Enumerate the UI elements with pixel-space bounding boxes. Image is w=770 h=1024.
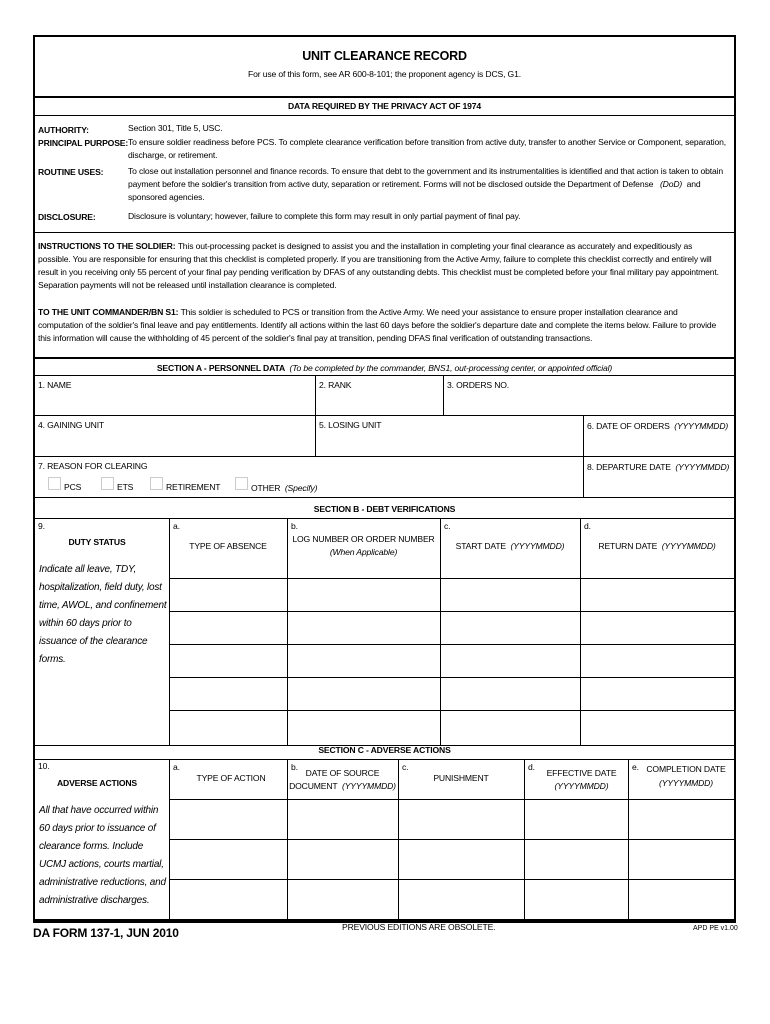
source-date-cell[interactable] <box>289 801 397 838</box>
adverse-actions-note: All that have occurred within 60 days prior to issuance of clearance forms. Include UCMJ actions, courts martial, administrative reductions, and administrative discharges. <box>39 805 166 906</box>
effective-date-cell[interactable] <box>526 881 627 918</box>
duty-status-label: DUTY STATUS <box>68 537 126 547</box>
commander-instructions-line: computation of the soldier's final leave and pay entitlements. Identify all actions within the last 60 days before the soldier's departure date and complete the items below. Failure to provide <box>38 320 717 330</box>
item-number: 9. <box>38 521 45 531</box>
return-date-cell[interactable] <box>582 613 732 643</box>
divider <box>169 677 734 678</box>
return-date-cell[interactable] <box>582 646 732 676</box>
completion-date-cell[interactable] <box>630 841 732 878</box>
losing-unit-field[interactable] <box>317 430 581 456</box>
other-checkbox[interactable] <box>235 477 248 490</box>
absence-type-cell[interactable] <box>171 613 286 643</box>
col-letter: b. <box>291 762 298 772</box>
orders-no-field[interactable] <box>445 389 732 415</box>
type-of-absence-header: TYPE OF ABSENCE <box>189 541 267 551</box>
disclosure-label: DISCLOSURE: <box>38 212 96 222</box>
divider <box>169 839 734 840</box>
col-letter: e. <box>632 762 639 772</box>
unit-clearance-form <box>33 35 736 923</box>
action-type-cell[interactable] <box>171 801 286 838</box>
type-of-action-header: TYPE OF ACTION <box>196 773 266 783</box>
col-letter: a. <box>173 521 180 531</box>
purpose-line: To ensure soldier readiness before PCS. To complete clearance verification before transition from active duty, transfer to another Service or Component, separation, <box>128 137 726 147</box>
obsolete-notice: PREVIOUS EDITIONS ARE OBSOLETE. <box>342 922 496 932</box>
divider <box>35 919 734 921</box>
purpose-line: discharge, or retirement. <box>128 150 218 160</box>
divider <box>443 375 444 415</box>
form-subtitle: For use of this form, see AR 600-8-101; the proponent agency is DCS, G1. <box>248 69 521 79</box>
retirement-checkbox[interactable] <box>150 477 163 490</box>
log-number-note: (When Applicable) <box>329 547 398 557</box>
start-date-cell[interactable] <box>442 679 579 709</box>
soldier-instructions-line: Separation payments will not be released until installation clearance is completed. <box>38 280 337 290</box>
purpose-label: PRINCIPAL PURPOSE: <box>38 138 129 148</box>
section-a-title: SECTION A - PERSONNEL DATA (To be completed by the commander, BNS1, out-processing center, or appointed official) <box>156 363 613 373</box>
divider <box>169 578 734 579</box>
divider <box>35 357 734 359</box>
absence-type-cell[interactable] <box>171 679 286 709</box>
source-date-cell[interactable] <box>289 841 397 878</box>
routine-line: To close out installation personnel and finance records. To ensure that debt to the government and its instrumentalities is identified and that action is taken to obtain <box>128 166 724 176</box>
divider <box>169 879 734 880</box>
divider <box>35 518 734 519</box>
date-of-orders-field[interactable] <box>585 432 732 456</box>
source-document-header: DATE OF SOURCE <box>305 768 380 778</box>
return-date-header: RETURN DATE (YYYYMMDD) <box>598 541 716 551</box>
col-letter: c. <box>444 521 451 531</box>
action-type-cell[interactable] <box>171 881 286 918</box>
authority-label: AUTHORITY: <box>38 125 89 135</box>
return-date-cell[interactable] <box>582 712 732 744</box>
punishment-header: PUNISHMENT <box>433 773 489 783</box>
start-date-cell[interactable] <box>442 613 579 643</box>
duty-status-note: Indicate all leave, TDY, hospitalization, field duty, lost time, AWOL, and confinement within 60 days prior to issuance of the clearance forms. <box>39 564 167 665</box>
start-date-cell[interactable] <box>442 712 579 744</box>
completion-date-cell[interactable] <box>630 801 732 838</box>
disclosure-text: Disclosure is voluntary; however, failure to complete this form may result in only partial payment of final pay. <box>128 211 521 221</box>
completion-date-cell[interactable] <box>630 881 732 918</box>
absence-type-cell[interactable] <box>171 712 286 744</box>
other-specify-field[interactable] <box>320 479 580 495</box>
version-label: APD PE v1.00 <box>693 925 738 932</box>
divider <box>35 115 734 116</box>
losing-unit-label: 5. LOSING UNIT <box>319 420 382 430</box>
orders-no-label: 3. ORDERS NO. <box>447 380 510 390</box>
absence-type-cell[interactable] <box>171 580 286 610</box>
log-number-cell[interactable] <box>289 613 439 643</box>
pcs-label: PCS <box>64 482 82 492</box>
commander-instructions-line: this information will cause the withholding of 45 percent of the soldier's final pay at transition, pending DFAS final verification of outstanding transactions. <box>38 333 593 343</box>
other-label: OTHER (Specify) <box>251 483 318 493</box>
soldier-instructions-line: result in you receiving only 55 percent of your final pay pending verification by DFAS of any outstanding debts. This checklist must be completed before your final military pay appointment. <box>38 267 719 277</box>
col-letter: d. <box>528 762 535 772</box>
departure-date-label: 8. DEPARTURE DATE (YYYYMMDD) <box>587 462 730 472</box>
retirement-label: RETIREMENT <box>166 482 221 492</box>
start-date-cell[interactable] <box>442 646 579 676</box>
effective-date-header: EFFECTIVE DATE <box>546 768 617 778</box>
divider <box>35 232 734 233</box>
privacy-heading: DATA REQUIRED BY THE PRIVACY ACT OF 1974 <box>287 101 482 111</box>
log-number-cell[interactable] <box>289 679 439 709</box>
divider <box>35 96 734 98</box>
soldier-instructions: INSTRUCTIONS TO THE SOLDIER: This out-processing packet is designed to assist you and the installation in completing your final clearance as accurately and expeditiously as <box>38 241 693 251</box>
col-letter: b. <box>291 521 298 531</box>
source-date-cell[interactable] <box>289 881 397 918</box>
adverse-actions-label: ADVERSE ACTIONS <box>56 778 138 788</box>
col-letter: a. <box>173 762 180 772</box>
divider <box>169 611 734 612</box>
start-date-cell[interactable] <box>442 580 579 610</box>
log-number-cell[interactable] <box>289 580 439 610</box>
log-number-cell[interactable] <box>289 646 439 676</box>
routine-line: sponsored agencies. <box>128 192 205 202</box>
section-b-title: SECTION B - DEBT VERIFICATIONS <box>313 504 456 514</box>
soldier-instructions-line: possible. You are responsible for ensuring that this checklist is completed properly. If you are transitioning from the Active Army, failure to complete this checklist correctly and entirely will <box>38 254 712 264</box>
effective-date-cell[interactable] <box>526 841 627 878</box>
divider <box>35 375 734 376</box>
divider <box>169 710 734 711</box>
log-number-cell[interactable] <box>289 712 439 744</box>
completion-date-format: (YYYYMMDD) <box>659 778 713 788</box>
divider <box>35 456 734 457</box>
authority-text: Section 301, Title 5, USC. <box>128 123 223 133</box>
punishment-cell[interactable] <box>400 801 523 838</box>
ets-checkbox[interactable] <box>101 477 114 490</box>
completion-date-header: COMPLETION DATE <box>646 764 726 774</box>
name-label: 1. NAME <box>38 380 72 390</box>
date-of-orders-label: 6. DATE OF ORDERS (YYYYMMDD) <box>587 421 729 431</box>
divider <box>35 497 734 498</box>
divider <box>315 415 316 456</box>
departure-date-field[interactable] <box>585 473 732 495</box>
routine-label: ROUTINE USES: <box>38 167 104 177</box>
routine-line: payment before the soldier's transition from active duty, separation or retirement. Forms will not be disclosed outside the Department of Defense (DoD) and <box>128 179 701 189</box>
source-document-header: DOCUMENT (YYYYMMDD) <box>289 781 396 791</box>
effective-date-cell[interactable] <box>526 801 627 838</box>
commander-instructions: TO THE UNIT COMMANDER/BN S1: This soldier is scheduled to PCS or transition from the Active Army. We need your assistance to ensure proper installation clearance and <box>38 307 678 317</box>
effective-date-format: (YYYYMMDD) <box>554 781 609 791</box>
return-date-cell[interactable] <box>582 679 732 709</box>
punishment-cell[interactable] <box>400 881 523 918</box>
col-letter: c. <box>402 762 409 772</box>
form-number: DA FORM 137-1, JUN 2010 <box>33 926 179 940</box>
gaining-unit-label: 4. GAINING UNIT <box>38 420 105 430</box>
divider <box>169 799 734 800</box>
name-field[interactable] <box>37 389 313 415</box>
divider <box>35 415 734 416</box>
start-date-header: START DATE (YYYYMMDD) <box>455 541 565 551</box>
col-letter: d. <box>584 521 591 531</box>
punishment-cell[interactable] <box>400 841 523 878</box>
divider <box>169 644 734 645</box>
action-type-cell[interactable] <box>171 841 286 878</box>
ets-label: ETS <box>117 482 134 492</box>
log-number-header: LOG NUMBER OR ORDER NUMBER <box>292 534 435 544</box>
divider <box>35 759 734 760</box>
pcs-checkbox[interactable] <box>48 477 61 490</box>
rank-field[interactable] <box>317 389 441 415</box>
gaining-unit-field[interactable] <box>37 430 313 456</box>
section-c-title: SECTION C - ADVERSE ACTIONS <box>318 745 451 755</box>
form-title: UNIT CLEARANCE RECORD <box>302 49 467 63</box>
return-date-cell[interactable] <box>582 580 732 610</box>
reason-label: 7. REASON FOR CLEARING <box>38 461 148 471</box>
rank-label: 2. RANK <box>319 380 352 390</box>
absence-type-cell[interactable] <box>171 646 286 676</box>
item-number: 10. <box>38 761 50 771</box>
divider <box>315 375 316 415</box>
